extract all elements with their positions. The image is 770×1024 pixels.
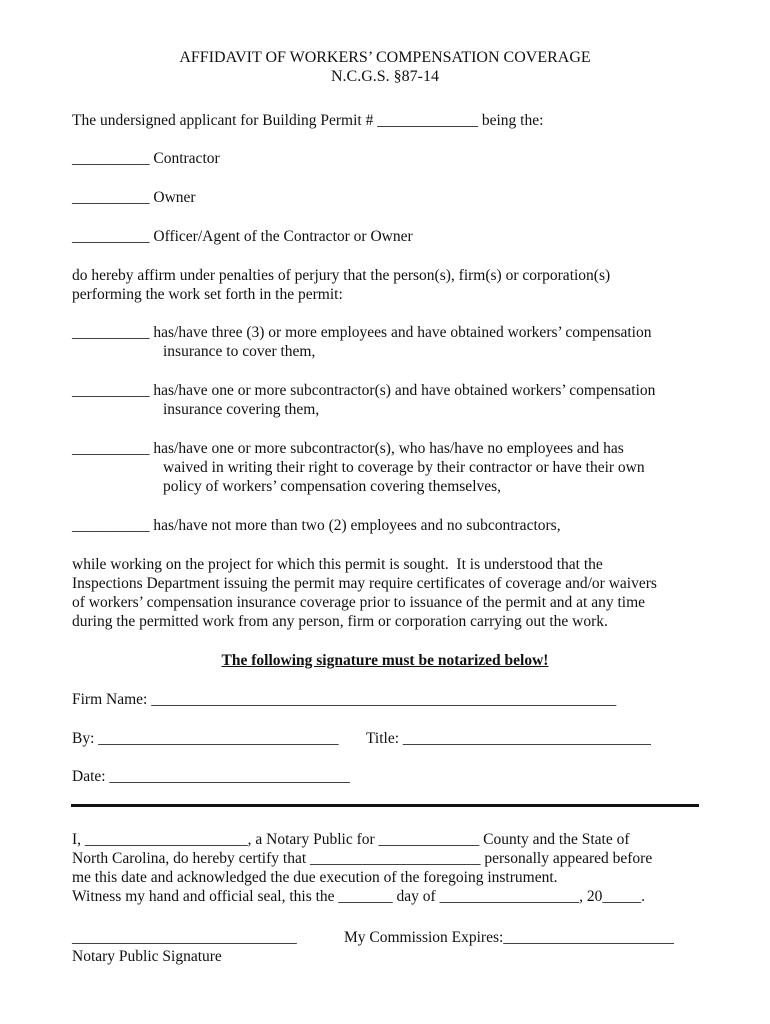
notary-text-line: me this date and acknowledged the due execution of the foregoing instrument.	[72, 869, 558, 886]
closing-text-line: of workers’ compensation insurance coverage prior to issuance of the permit and at any time	[72, 594, 646, 611]
notary-text-line: Witness my hand and official seal, this the _______ day of __________________, 20_____.	[72, 888, 645, 905]
title-field: Title: ________________________________	[366, 730, 651, 747]
date-field: Date: _______________________________	[72, 768, 350, 785]
notarize-heading: The following signature must be notarized below!	[221, 652, 549, 669]
role-contractor: __________ Contractor	[72, 150, 220, 167]
applicant-line: The undersigned applicant for Building Permit # _____________ being the:	[72, 112, 544, 129]
option-three-employees: __________ has/have three (3) or more employees and have obtained workers’ compensation	[72, 324, 652, 341]
notary-text-line: I, _____________________, a Notary Public for _____________ County and the State of	[72, 831, 630, 848]
by-field: By: _______________________________	[72, 730, 339, 747]
option-continuation: waived in writing their right to coverage by their contractor or have their own	[163, 459, 645, 476]
statute-reference: N.C.G.S. §87-14	[330, 68, 439, 85]
notary-signature-label: Notary Public Signature	[72, 948, 222, 965]
affirm-text-line: performing the work set forth in the permit:	[72, 286, 343, 303]
option-continuation: insurance covering them,	[163, 401, 320, 418]
closing-text-line: during the permitted work from any person, firm or corporation carrying out the work.	[72, 613, 608, 630]
firm-name-field: Firm Name: ____________________________________________________________	[72, 691, 617, 708]
option-continuation: insurance to cover them,	[163, 343, 316, 360]
affirm-text-line: do hereby affirm under penalties of perjury that the person(s), firm(s) or corporation(s)	[72, 267, 611, 284]
closing-text-line: while working on the project for which this permit is sought. It is understood that the	[72, 556, 603, 573]
section-divider	[71, 804, 699, 807]
form-title: AFFIDAVIT OF WORKERS’ COMPENSATION COVERAGE	[179, 49, 591, 66]
option-continuation: policy of workers’ compensation covering themselves,	[163, 478, 502, 495]
notary-signature-blank: _____________________________	[72, 929, 297, 946]
closing-text-line: Inspections Department issuing the permit may require certificates of coverage and/or waivers	[72, 575, 657, 592]
role-owner: __________ Owner	[72, 189, 196, 206]
option-subcontractors-waived: __________ has/have one or more subcontractor(s), who has/have no employees and has	[72, 440, 624, 457]
role-officer-agent: __________ Officer/Agent of the Contractor or Owner	[72, 228, 413, 245]
notary-text-line: North Carolina, do hereby certify that ______________________ personally appeared before	[72, 850, 653, 867]
option-two-employees: __________ has/have not more than two (2) employees and no subcontractors,	[72, 517, 561, 534]
commission-expires-field: My Commission Expires:______________________	[344, 929, 674, 946]
option-subcontractors-covered: __________ has/have one or more subcontractor(s) and have obtained workers’ compensation	[72, 382, 656, 399]
